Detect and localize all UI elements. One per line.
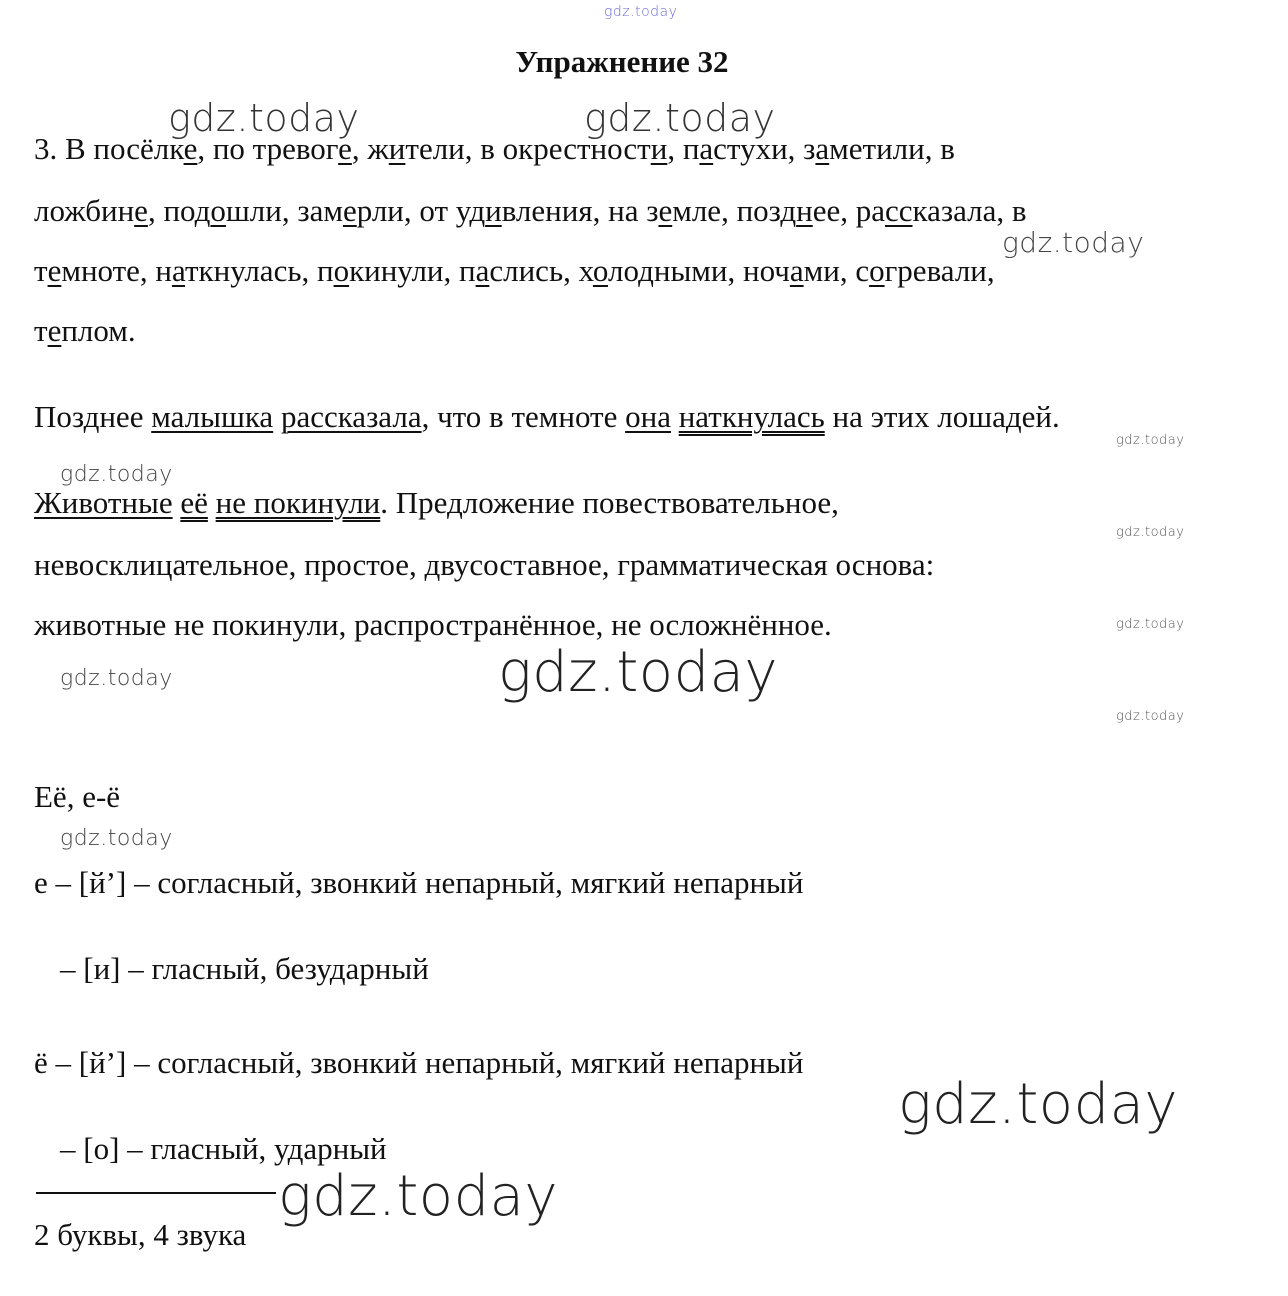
task3-line-2 — [34, 192, 1027, 230]
text-run: , ж — [351, 131, 389, 166]
phonetic-heading: Её, е-ё — [34, 779, 121, 814]
watermark: gdz.today — [60, 462, 173, 487]
underlined-letter: и — [485, 193, 502, 228]
text-run: ткнулась, п — [185, 253, 334, 288]
underlined-letter: е — [47, 313, 62, 348]
task3-line-1 — [34, 130, 955, 168]
underlined-letter: а — [789, 253, 804, 288]
underlined-letter: сс — [885, 193, 913, 228]
subject: она — [625, 399, 671, 434]
underlined-letter: а — [172, 253, 185, 288]
watermark: gdz.today — [584, 96, 776, 140]
underlined-letter: е — [183, 131, 198, 166]
underlined-letter: о — [210, 193, 226, 228]
object: её — [180, 485, 208, 520]
text-run: гревали, — [884, 253, 995, 288]
phonetic-e-vowel: – [и] – гласный, безударный — [60, 951, 429, 986]
watermark: gdz.today — [1002, 226, 1145, 259]
watermark: gdz.today — [60, 666, 173, 691]
text-run: плом. — [61, 313, 136, 348]
task3-line-3 — [34, 252, 995, 290]
text-run — [671, 399, 679, 434]
text-run: Позднее — [34, 399, 152, 434]
text-run: на этих лошадей. — [824, 399, 1060, 434]
text-run: мле, позд — [672, 193, 797, 228]
text-run: метили, в — [829, 131, 955, 166]
watermark-top: gdz.today — [604, 4, 678, 20]
underlined-letter: е — [658, 193, 673, 228]
text-run: ее, ра — [812, 193, 885, 228]
text-run: слись, х — [489, 253, 593, 288]
text-run — [273, 399, 281, 434]
subject: малышка — [151, 399, 274, 434]
underlined-letter: о — [333, 253, 350, 288]
subject: Животные — [34, 485, 173, 520]
text-run: лодными, ноч — [608, 253, 790, 288]
underlined-letter: е — [47, 253, 62, 288]
text-run: мноте, н — [61, 253, 173, 288]
text-run: 3. В посёлк — [34, 131, 184, 166]
underlined-letter: а — [815, 131, 830, 166]
watermark: gdz.today — [168, 96, 360, 140]
underlined-letter: и — [388, 131, 406, 166]
phonetic-yo-vowel: – [о] – гласный, ударный — [60, 1131, 387, 1166]
watermark: gdz.today — [898, 1072, 1179, 1137]
underlined-letter: а — [475, 253, 490, 288]
predicate: наткнулась — [678, 399, 825, 434]
underlined-letter: и — [650, 131, 668, 166]
sentence-1 — [34, 398, 1060, 436]
predicate: рассказала — [280, 399, 422, 434]
underlined-letter: о — [592, 253, 608, 288]
text-run: , по тревог — [197, 131, 339, 166]
text-run: ложбин — [34, 193, 135, 228]
text-run: т — [34, 313, 48, 348]
text-run: . Предложение повествовательное, — [380, 485, 839, 520]
sentence-2-line-2: невосклицательное, простое, двусоставное, грамматическая основа: — [34, 547, 935, 582]
text-run: ми, с — [803, 253, 870, 288]
underlined-letter: а — [699, 131, 714, 166]
text-run: стухи, з — [713, 131, 816, 166]
text-run: , что в темноте — [421, 399, 626, 434]
underlined-letter: н — [796, 193, 813, 228]
predicate: не покинули — [215, 485, 381, 520]
text-run: рли, от уд — [356, 193, 486, 228]
underlined-letter: е — [134, 193, 148, 228]
sentence-2-line-3: животные не покинули, распространённое, не осложнённое. — [34, 607, 832, 642]
underlined-letter: о — [869, 253, 885, 288]
text-run: тели, в окрестност — [405, 131, 651, 166]
text-run: шли, зам — [225, 193, 343, 228]
watermark: gdz.today — [498, 640, 779, 705]
underlined-letter: е — [338, 131, 352, 166]
divider-line — [36, 1192, 276, 1194]
text-run: кинули, п — [349, 253, 476, 288]
phonetic-e-consonant: е – [й’] – согласный, звонкий непарный, мягкий непарный — [34, 865, 804, 900]
text-run: т — [34, 253, 48, 288]
watermark: gdz.today — [1116, 433, 1185, 448]
watermark: gdz.today — [1116, 617, 1185, 632]
text-run — [208, 485, 216, 520]
text-run: , п — [667, 131, 700, 166]
watermark: gdz.today — [60, 826, 173, 851]
text-run: казала, в — [912, 193, 1027, 228]
watermark: gdz.today — [1116, 709, 1185, 724]
task3-line-4 — [34, 312, 136, 350]
underlined-letter: е — [342, 193, 357, 228]
text-run: вления, на з — [501, 193, 659, 228]
watermark: gdz.today — [278, 1164, 559, 1229]
watermark: gdz.today — [1116, 525, 1185, 540]
phonetic-yo-consonant: ё – [й’] – согласный, звонкий непарный, мягкий непарный — [34, 1045, 804, 1080]
page-title: Упражнение 32 — [515, 44, 729, 79]
sentence-2-line-1 — [34, 484, 839, 522]
text-run: , под — [147, 193, 211, 228]
phonetic-summary: 2 буквы, 4 звука — [34, 1217, 247, 1252]
